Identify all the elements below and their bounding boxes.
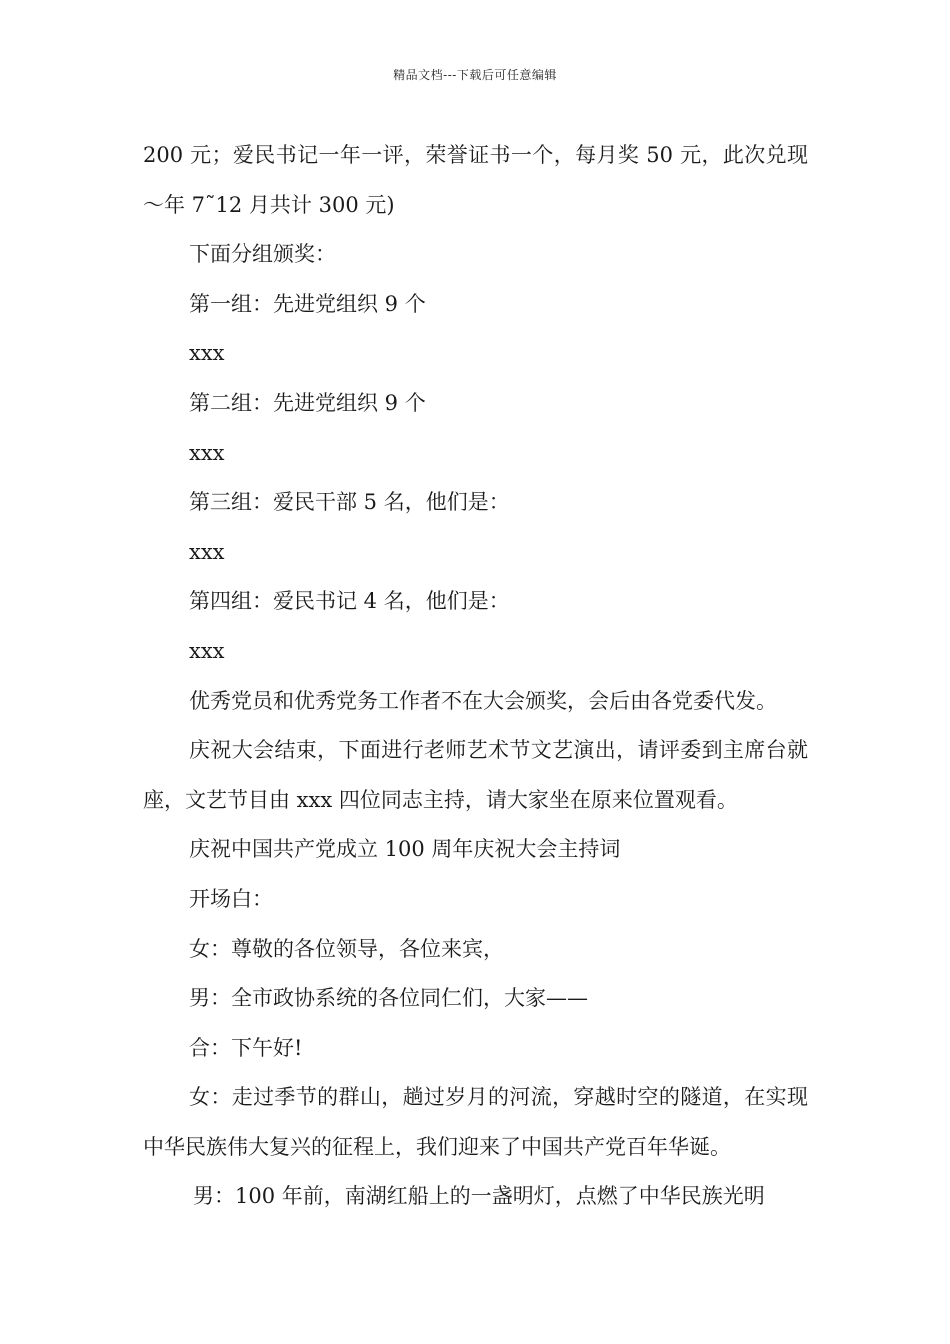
paragraph-group-4: 第四组：爱民书记 4 名，他们是：	[189, 589, 510, 614]
paragraph-together: 合：下午好!	[189, 1035, 303, 1060]
page-header: 精品文档---下载后可任意编辑	[393, 68, 557, 82]
paragraph-outstanding-members: 优秀党员和优秀党务工作者不在大会颁奖，会后由各党委代发。	[189, 688, 777, 713]
paragraph-female-host-1: 女：尊敬的各位领导，各位来宾，	[189, 936, 504, 961]
document-body	[143, 131, 808, 1222]
section-title: 庆祝中国共产党成立 100 周年庆祝大会主持词	[189, 837, 621, 862]
paragraph-group-1: 第一组：先进党组织 9 个	[189, 291, 426, 316]
paragraph-group-2-names: xxx	[189, 440, 225, 465]
paragraph-closing-announcement: 庆祝大会结束，下面进行老师艺术节文艺演出，请评委到主席台就座，文艺节目由 xxx 四位同志主持，请大家坐在原来位置观看。	[143, 738, 808, 812]
paragraph-male-host-2: 男：100 年前，南湖红船上的一盏明灯，点燃了中华民族光明	[193, 1184, 765, 1209]
paragraph-female-host-2: 女：走过季节的群山，趟过岁月的河流，穿越时空的隧道，在实现中华民族伟大复兴的征程上，我们迎来了中国共产党百年华诞。	[143, 1085, 808, 1159]
paragraph-group-awards-intro: 下面分组颁奖：	[189, 242, 336, 267]
paragraph-group-3-names: xxx	[189, 539, 225, 564]
paragraph-male-host-1: 男：全市政协系统的各位同仁们，大家——	[189, 986, 588, 1011]
paragraph-group-2: 第二组：先进党组织 9 个	[189, 390, 426, 415]
paragraph-group-4-names: xxx	[189, 638, 225, 663]
paragraph-group-1-names: xxx	[189, 341, 225, 366]
paragraph-award-details: 200 元；爱民书记一年一评，荣誉证书一个，每月奖 50 元，此次兑现～年 7˜12 月共计 300 元)	[143, 143, 808, 217]
paragraph-group-3: 第三组：爱民干部 5 名，他们是：	[189, 490, 510, 515]
paragraph-opening-label: 开场白：	[189, 886, 273, 911]
